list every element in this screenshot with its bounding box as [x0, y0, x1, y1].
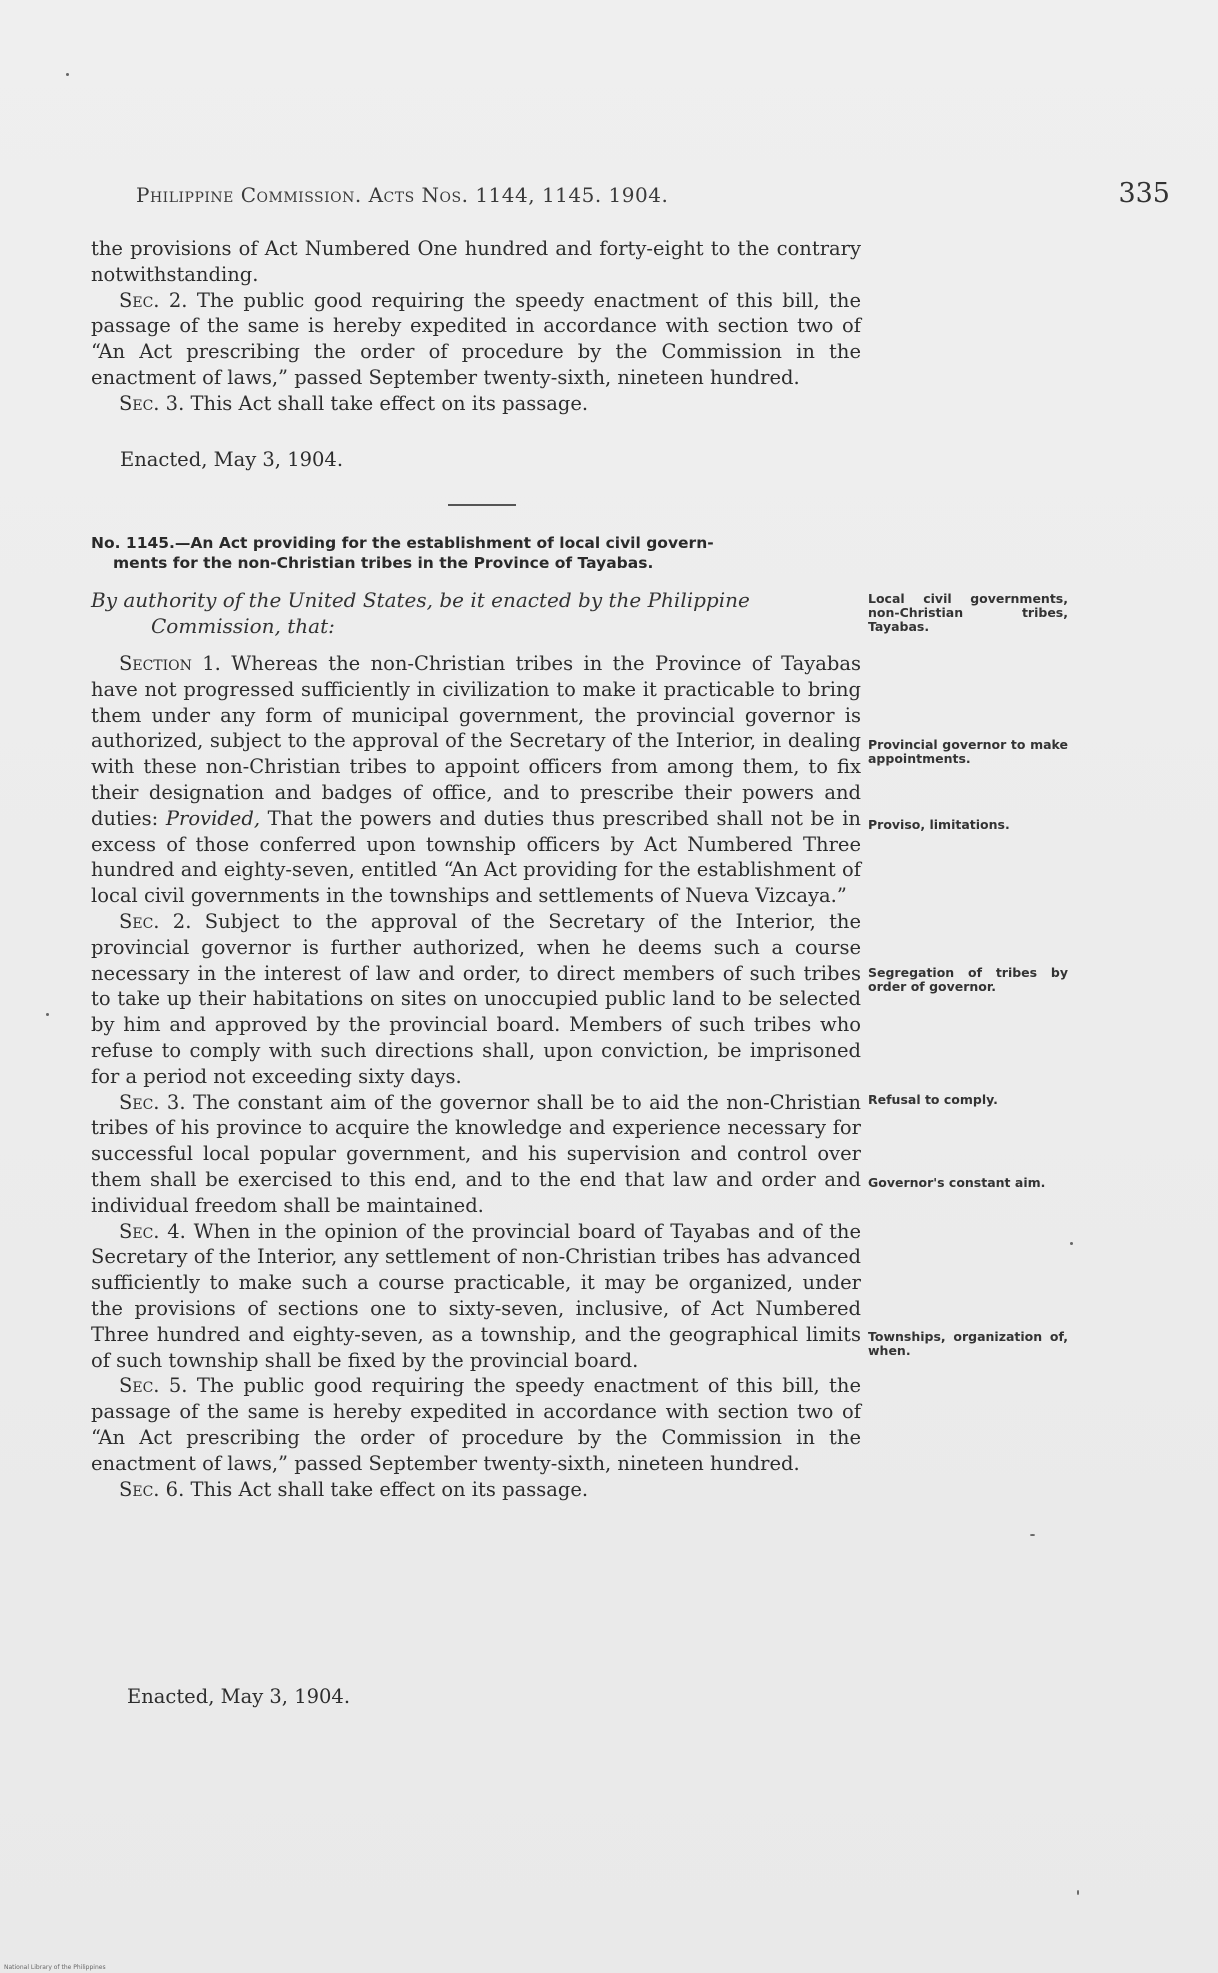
enacting-clause-line-2: Commission, that:: [151, 614, 335, 638]
section-text: The public good requiring the speedy enactment of this bill, the passage of the same is hereby expedited in accordance with section two of “An Act prescribing the order of procedure by the Commission in the enactment of laws,” passed September twenty-sixth, nineteen hundred.: [91, 288, 861, 389]
margin-note: Governor's constant aim.: [868, 1175, 1046, 1190]
section-text-continued: That the powers and duties thus prescribed shall not be in excess of those conferred upon township officers by Act Numbered Three hundred and eighty-seven, entitled “An Act providing for the establishment of local civil governments in the townships and settlements of Nueva Vizcaya.”: [91, 806, 861, 908]
running-header: Philippine Commission. Acts Nos. 1144, 1145. 1904.: [136, 183, 669, 207]
previous-act-section-2: [91, 288, 861, 391]
section-1: [91, 651, 861, 909]
section-text: When in the opinion of the provincial board of Tayabas and of the Secretary of the Interior, any settlement of non-Christian tribes has advanced sufficiently to make such a course practicable, it may be organized, under the provisions of sections one to sixty-seven, inclusive, of Act Numbered Three hundred and eighty-seven, as a township, and the geographical limits of such township shall be fixed by the provincial board.: [91, 1219, 862, 1372]
section-text: Subject to the approval of the Secretary of the Interior, the provincial governor is further authorized, when he deems such a course necessary in the interest of law and order, to direct members of such tribes to take up their habitations on sites on unoccupied public land to be selected by him and approved by the provincial board. Members of such tribes who refuse to comply with such directions shall, upon conviction, be imprisoned for a period not exceeding sixty days.: [91, 909, 862, 1088]
section-label: Sec. 3.: [119, 391, 185, 415]
margin-note: Segregation of tribes by order of governor.: [868, 965, 1068, 994]
section-text: The public good requiring the speedy enactment of this bill, the passage of the same is hereby expedited in accordance with section two of “An Act prescribing the order of procedure by the Commission in the enactment of laws,” passed September twenty-sixth, nineteen hundred.: [91, 1374, 861, 1475]
scan-speck: [46, 1013, 49, 1016]
scan-speck: [66, 73, 69, 76]
enacting-clause-line-1: By authority of the United States, be it enacted by the Philippine: [91, 588, 750, 612]
section-label: Sec. 2.: [119, 288, 188, 312]
section-2: [91, 909, 861, 1090]
section-text: This Act shall take effect on its passage.: [190, 1477, 589, 1501]
section-3: [91, 1090, 861, 1219]
section-label: Section 1.: [119, 652, 221, 675]
margin-note: Provincial governor to make appointments.: [868, 737, 1068, 766]
section-label: Sec. 3.: [119, 1090, 186, 1114]
footer-credit: National Library of the Philippines: [4, 1964, 106, 1971]
page-number: 335: [1118, 178, 1170, 209]
scan-speck: [1070, 1242, 1073, 1245]
section-text: This Act shall take effect on its passage.: [190, 391, 589, 415]
proviso-word: Provided,: [165, 806, 261, 830]
section-text: Whereas the non-Christian tribes in the Province of Tayabas have not progressed sufficiently in civilization to make it practicable to bring them under any form of municipal government, the provincial governor is authorized, subject to the approval of the Secretary of the Interior, in dealing with these non-Christian tribes to appoint officers from among them, to fix their designation and badges of office, and to prescribe their powers and duties:: [91, 652, 861, 830]
act-enacted: Enacted, May 3, 1904.: [127, 1685, 351, 1708]
act-body: [91, 651, 861, 1502]
margin-note: Proviso, limitations.: [868, 817, 1010, 832]
section-label: Sec. 4.: [119, 1219, 186, 1243]
previous-act-text: [91, 236, 861, 417]
section-6: [91, 1477, 861, 1503]
section-4: [91, 1219, 861, 1374]
enacting-clause: [91, 587, 861, 639]
section-5: [91, 1373, 861, 1476]
margin-note: Townships, organization of, when.: [868, 1329, 1068, 1358]
scan-speck: [1077, 1890, 1079, 1895]
section-label: Sec. 5.: [119, 1374, 188, 1398]
section-divider: [448, 504, 516, 506]
act-title: [91, 533, 861, 573]
act-title-line-1: No. 1145.—An Act providing for the establishment of local civil govern-: [91, 534, 714, 552]
margin-note: Local civil governments, non-Christian tribes, Tayabas.: [868, 591, 1068, 634]
section-label: Sec. 2.: [119, 909, 192, 933]
scan-speck: [1030, 1534, 1035, 1536]
previous-act-paragraph: the provisions of Act Numbered One hundred and forty-eight to the contrary notwithstanding.: [91, 237, 861, 286]
previous-act-enacted: Enacted, May 3, 1904.: [120, 448, 344, 471]
section-label: Sec. 6.: [119, 1477, 185, 1501]
margin-note: Refusal to comply.: [868, 1092, 998, 1107]
act-title-line-2: ments for the non-Christian tribes in the Province of Tayabas.: [113, 554, 654, 572]
section-text: The constant aim of the governor shall be to aid the non-Christian tribes of his province to acquire the knowledge and experience necessary for successful local popular government, and his supervision and control over them shall be exercised to this end, and to the end that law and order and individual freedom shall be maintained.: [91, 1090, 861, 1217]
previous-act-section-3: [91, 391, 861, 417]
